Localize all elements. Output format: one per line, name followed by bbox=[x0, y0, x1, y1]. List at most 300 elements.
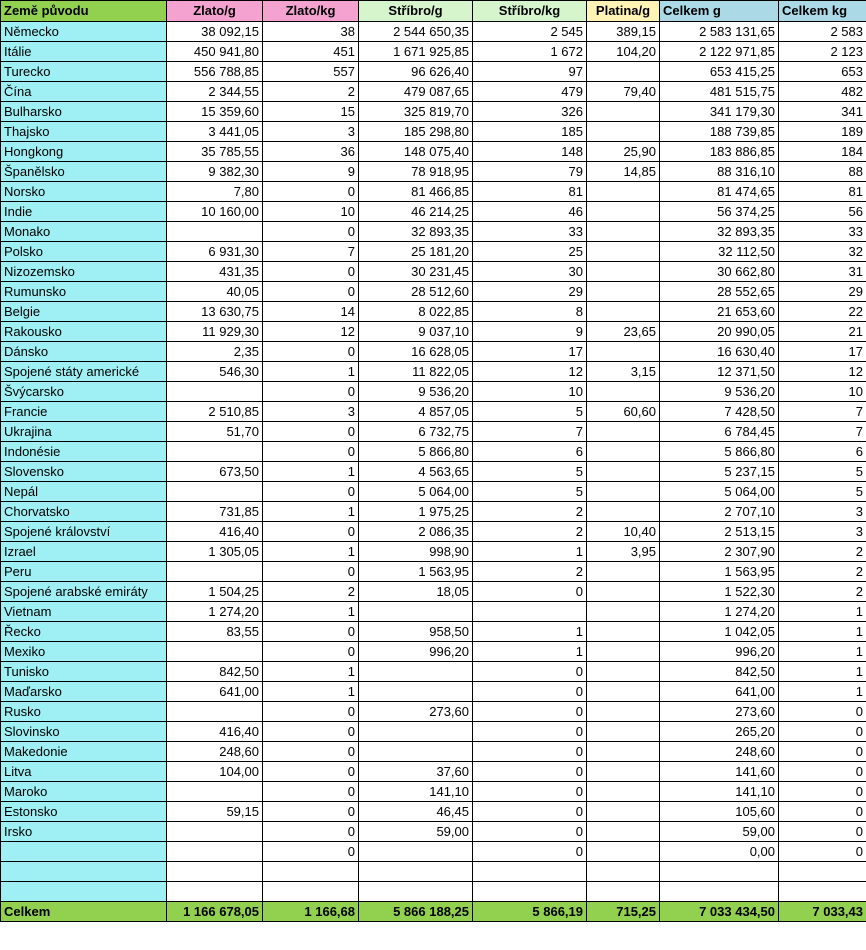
total-g-cell[interactable] bbox=[660, 862, 779, 882]
silver-kg-cell[interactable] bbox=[473, 862, 587, 882]
platinum-g-cell[interactable] bbox=[587, 462, 660, 482]
country-cell[interactable]: Mexiko bbox=[1, 642, 167, 662]
silver-g-cell[interactable]: 8 022,85 bbox=[359, 302, 473, 322]
platinum-g-cell[interactable] bbox=[587, 442, 660, 462]
gold-g-cell[interactable]: 556 788,85 bbox=[167, 62, 263, 82]
gold-kg-cell[interactable]: 2 bbox=[263, 582, 359, 602]
country-cell[interactable]: Turecko bbox=[1, 62, 167, 82]
gold-g-cell[interactable]: 51,70 bbox=[167, 422, 263, 442]
gold-g-cell[interactable] bbox=[167, 482, 263, 502]
silver-kg-cell[interactable] bbox=[473, 882, 587, 902]
total-kg-cell[interactable]: 7 bbox=[779, 422, 866, 442]
silver-kg-cell[interactable]: 6 bbox=[473, 442, 587, 462]
total-g-cell[interactable]: 2 307,90 bbox=[660, 542, 779, 562]
platinum-g-cell[interactable] bbox=[587, 622, 660, 642]
country-cell[interactable]: Maroko bbox=[1, 782, 167, 802]
total-g-cell[interactable]: 2 513,15 bbox=[660, 522, 779, 542]
total-g-cell[interactable]: 188 739,85 bbox=[660, 122, 779, 142]
silver-kg-cell[interactable]: 8 bbox=[473, 302, 587, 322]
total-silver-g[interactable]: 5 866 188,25 bbox=[359, 902, 473, 922]
gold-g-cell[interactable] bbox=[167, 822, 263, 842]
gold-g-cell[interactable] bbox=[167, 782, 263, 802]
silver-g-cell[interactable]: 37,60 bbox=[359, 762, 473, 782]
platinum-g-cell[interactable] bbox=[587, 842, 660, 862]
silver-kg-cell[interactable]: 25 bbox=[473, 242, 587, 262]
silver-g-cell[interactable] bbox=[359, 742, 473, 762]
country-cell[interactable]: Bulharsko bbox=[1, 102, 167, 122]
silver-kg-cell[interactable]: 33 bbox=[473, 222, 587, 242]
platinum-g-cell[interactable] bbox=[587, 742, 660, 762]
gold-g-cell[interactable] bbox=[167, 702, 263, 722]
country-cell[interactable]: Nizozemsko bbox=[1, 262, 167, 282]
total-kg-cell[interactable]: 653 bbox=[779, 62, 866, 82]
silver-kg-cell[interactable]: 0 bbox=[473, 842, 587, 862]
gold-g-cell[interactable]: 1 305,05 bbox=[167, 542, 263, 562]
total-kg-cell[interactable]: 12 bbox=[779, 362, 866, 382]
silver-kg-cell[interactable]: 1 bbox=[473, 622, 587, 642]
gold-kg-cell[interactable]: 557 bbox=[263, 62, 359, 82]
gold-kg-cell[interactable]: 0 bbox=[263, 222, 359, 242]
gold-kg-cell[interactable]: 1 bbox=[263, 682, 359, 702]
gold-kg-cell[interactable]: 0 bbox=[263, 622, 359, 642]
country-cell[interactable]: Maďarsko bbox=[1, 682, 167, 702]
total-g-cell[interactable]: 273,60 bbox=[660, 702, 779, 722]
total-kg-cell[interactable]: 0 bbox=[779, 742, 866, 762]
country-cell[interactable]: Spojené arabské emiráty bbox=[1, 582, 167, 602]
silver-kg-cell[interactable]: 326 bbox=[473, 102, 587, 122]
total-sum-kg[interactable]: 7 033,43 bbox=[779, 902, 866, 922]
platinum-g-cell[interactable] bbox=[587, 242, 660, 262]
silver-kg-cell[interactable]: 9 bbox=[473, 322, 587, 342]
total-g-cell[interactable]: 265,20 bbox=[660, 722, 779, 742]
country-cell[interactable]: Thajsko bbox=[1, 122, 167, 142]
silver-kg-cell[interactable]: 12 bbox=[473, 362, 587, 382]
platinum-g-cell[interactable] bbox=[587, 102, 660, 122]
platinum-g-cell[interactable] bbox=[587, 582, 660, 602]
silver-g-cell[interactable] bbox=[359, 662, 473, 682]
gold-g-cell[interactable]: 1 274,20 bbox=[167, 602, 263, 622]
gold-g-cell[interactable]: 38 092,15 bbox=[167, 22, 263, 42]
silver-g-cell[interactable]: 1 975,25 bbox=[359, 502, 473, 522]
platinum-g-cell[interactable] bbox=[587, 422, 660, 442]
total-kg-cell[interactable]: 5 bbox=[779, 462, 866, 482]
total-kg-cell[interactable]: 7 bbox=[779, 402, 866, 422]
total-g-cell[interactable]: 1 522,30 bbox=[660, 582, 779, 602]
total-kg-cell[interactable]: 88 bbox=[779, 162, 866, 182]
silver-g-cell[interactable] bbox=[359, 862, 473, 882]
platinum-g-cell[interactable] bbox=[587, 302, 660, 322]
total-g-cell[interactable]: 842,50 bbox=[660, 662, 779, 682]
platinum-g-cell[interactable] bbox=[587, 282, 660, 302]
silver-g-cell[interactable]: 6 732,75 bbox=[359, 422, 473, 442]
gold-kg-cell[interactable]: 0 bbox=[263, 642, 359, 662]
platinum-g-cell[interactable]: 14,85 bbox=[587, 162, 660, 182]
platinum-g-cell[interactable] bbox=[587, 342, 660, 362]
total-kg-cell[interactable]: 341 bbox=[779, 102, 866, 122]
gold-kg-cell[interactable]: 0 bbox=[263, 182, 359, 202]
total-kg-cell[interactable]: 184 bbox=[779, 142, 866, 162]
country-cell[interactable]: Izrael bbox=[1, 542, 167, 562]
silver-g-cell[interactable]: 9 536,20 bbox=[359, 382, 473, 402]
platinum-g-cell[interactable]: 79,40 bbox=[587, 82, 660, 102]
total-kg-cell[interactable]: 482 bbox=[779, 82, 866, 102]
gold-kg-cell[interactable]: 0 bbox=[263, 522, 359, 542]
total-g-cell[interactable]: 5 866,80 bbox=[660, 442, 779, 462]
platinum-g-cell[interactable] bbox=[587, 682, 660, 702]
gold-kg-cell[interactable]: 0 bbox=[263, 482, 359, 502]
total-kg-cell[interactable]: 1 bbox=[779, 662, 866, 682]
gold-kg-cell[interactable]: 451 bbox=[263, 42, 359, 62]
total-kg-cell[interactable]: 81 bbox=[779, 182, 866, 202]
silver-kg-cell[interactable]: 1 bbox=[473, 542, 587, 562]
gold-kg-cell[interactable]: 12 bbox=[263, 322, 359, 342]
gold-g-cell[interactable]: 673,50 bbox=[167, 462, 263, 482]
silver-kg-cell[interactable]: 30 bbox=[473, 262, 587, 282]
silver-kg-cell[interactable]: 17 bbox=[473, 342, 587, 362]
total-g-cell[interactable]: 341 179,30 bbox=[660, 102, 779, 122]
silver-kg-cell[interactable]: 0 bbox=[473, 802, 587, 822]
total-platinum-g[interactable]: 715,25 bbox=[587, 902, 660, 922]
silver-g-cell[interactable]: 185 298,80 bbox=[359, 122, 473, 142]
total-g-cell[interactable]: 2 583 131,65 bbox=[660, 22, 779, 42]
platinum-g-cell[interactable] bbox=[587, 662, 660, 682]
total-g-cell[interactable]: 30 662,80 bbox=[660, 262, 779, 282]
gold-kg-cell[interactable]: 15 bbox=[263, 102, 359, 122]
gold-kg-cell[interactable]: 0 bbox=[263, 742, 359, 762]
silver-kg-cell[interactable]: 0 bbox=[473, 742, 587, 762]
platinum-g-cell[interactable] bbox=[587, 562, 660, 582]
header-total-kg[interactable]: Celkem kg bbox=[779, 1, 866, 22]
silver-kg-cell[interactable]: 2 bbox=[473, 502, 587, 522]
silver-g-cell[interactable]: 46,45 bbox=[359, 802, 473, 822]
gold-kg-cell[interactable]: 0 bbox=[263, 282, 359, 302]
gold-kg-cell[interactable]: 0 bbox=[263, 262, 359, 282]
gold-g-cell[interactable]: 6 931,30 bbox=[167, 242, 263, 262]
header-platinum-g[interactable]: Platina/g bbox=[587, 1, 660, 22]
gold-g-cell[interactable] bbox=[167, 882, 263, 902]
gold-kg-cell[interactable]: 0 bbox=[263, 722, 359, 742]
platinum-g-cell[interactable] bbox=[587, 482, 660, 502]
total-kg-cell[interactable]: 2 bbox=[779, 582, 866, 602]
country-cell[interactable]: Litva bbox=[1, 762, 167, 782]
silver-g-cell[interactable]: 32 893,35 bbox=[359, 222, 473, 242]
silver-g-cell[interactable]: 30 231,45 bbox=[359, 262, 473, 282]
silver-kg-cell[interactable] bbox=[473, 602, 587, 622]
platinum-g-cell[interactable] bbox=[587, 182, 660, 202]
gold-g-cell[interactable] bbox=[167, 222, 263, 242]
silver-g-cell[interactable]: 141,10 bbox=[359, 782, 473, 802]
gold-g-cell[interactable]: 9 382,30 bbox=[167, 162, 263, 182]
total-g-cell[interactable]: 5 064,00 bbox=[660, 482, 779, 502]
country-cell[interactable]: Chorvatsko bbox=[1, 502, 167, 522]
silver-g-cell[interactable]: 5 866,80 bbox=[359, 442, 473, 462]
gold-kg-cell[interactable]: 1 bbox=[263, 502, 359, 522]
gold-kg-cell[interactable]: 3 bbox=[263, 402, 359, 422]
gold-kg-cell[interactable]: 0 bbox=[263, 562, 359, 582]
header-silver-kg[interactable]: Stříbro/kg bbox=[473, 1, 587, 22]
gold-g-cell[interactable]: 416,40 bbox=[167, 722, 263, 742]
silver-g-cell[interactable]: 5 064,00 bbox=[359, 482, 473, 502]
total-sum-g[interactable]: 7 033 434,50 bbox=[660, 902, 779, 922]
gold-kg-cell[interactable]: 2 bbox=[263, 82, 359, 102]
total-kg-cell[interactable]: 29 bbox=[779, 282, 866, 302]
gold-kg-cell[interactable]: 14 bbox=[263, 302, 359, 322]
country-cell[interactable]: Irsko bbox=[1, 822, 167, 842]
silver-g-cell[interactable] bbox=[359, 842, 473, 862]
silver-g-cell[interactable] bbox=[359, 882, 473, 902]
silver-g-cell[interactable]: 18,05 bbox=[359, 582, 473, 602]
gold-kg-cell[interactable] bbox=[263, 882, 359, 902]
total-kg-cell[interactable]: 1 bbox=[779, 642, 866, 662]
country-cell[interactable]: Indie bbox=[1, 202, 167, 222]
total-g-cell[interactable]: 28 552,65 bbox=[660, 282, 779, 302]
total-g-cell[interactable]: 996,20 bbox=[660, 642, 779, 662]
silver-kg-cell[interactable]: 79 bbox=[473, 162, 587, 182]
platinum-g-cell[interactable] bbox=[587, 782, 660, 802]
silver-g-cell[interactable]: 11 822,05 bbox=[359, 362, 473, 382]
gold-g-cell[interactable]: 546,30 bbox=[167, 362, 263, 382]
silver-g-cell[interactable]: 2 086,35 bbox=[359, 522, 473, 542]
gold-kg-cell[interactable]: 0 bbox=[263, 442, 359, 462]
gold-g-cell[interactable]: 2 510,85 bbox=[167, 402, 263, 422]
platinum-g-cell[interactable] bbox=[587, 642, 660, 662]
silver-g-cell[interactable]: 273,60 bbox=[359, 702, 473, 722]
platinum-g-cell[interactable] bbox=[587, 382, 660, 402]
gold-kg-cell[interactable]: 0 bbox=[263, 702, 359, 722]
gold-kg-cell[interactable]: 1 bbox=[263, 662, 359, 682]
platinum-g-cell[interactable]: 389,15 bbox=[587, 22, 660, 42]
gold-g-cell[interactable] bbox=[167, 442, 263, 462]
total-kg-cell[interactable]: 1 bbox=[779, 602, 866, 622]
gold-kg-cell[interactable]: 0 bbox=[263, 802, 359, 822]
gold-g-cell[interactable]: 1 504,25 bbox=[167, 582, 263, 602]
total-g-cell[interactable]: 481 515,75 bbox=[660, 82, 779, 102]
header-gold-g[interactable]: Zlato/g bbox=[167, 1, 263, 22]
gold-kg-cell[interactable]: 0 bbox=[263, 822, 359, 842]
platinum-g-cell[interactable]: 25,90 bbox=[587, 142, 660, 162]
silver-kg-cell[interactable]: 0 bbox=[473, 762, 587, 782]
total-kg-cell[interactable]: 0 bbox=[779, 782, 866, 802]
total-gold-g[interactable]: 1 166 678,05 bbox=[167, 902, 263, 922]
silver-kg-cell[interactable]: 185 bbox=[473, 122, 587, 142]
country-cell[interactable]: Rakousko bbox=[1, 322, 167, 342]
country-cell[interactable]: Ukrajina bbox=[1, 422, 167, 442]
gold-kg-cell[interactable]: 9 bbox=[263, 162, 359, 182]
total-g-cell[interactable]: 20 990,05 bbox=[660, 322, 779, 342]
country-cell[interactable]: Slovinsko bbox=[1, 722, 167, 742]
gold-g-cell[interactable]: 15 359,60 bbox=[167, 102, 263, 122]
silver-g-cell[interactable]: 998,90 bbox=[359, 542, 473, 562]
platinum-g-cell[interactable] bbox=[587, 702, 660, 722]
gold-g-cell[interactable]: 2,35 bbox=[167, 342, 263, 362]
total-g-cell[interactable]: 141,10 bbox=[660, 782, 779, 802]
platinum-g-cell[interactable] bbox=[587, 122, 660, 142]
country-cell[interactable]: Německo bbox=[1, 22, 167, 42]
gold-g-cell[interactable]: 431,35 bbox=[167, 262, 263, 282]
total-g-cell[interactable]: 21 653,60 bbox=[660, 302, 779, 322]
silver-kg-cell[interactable]: 2 bbox=[473, 562, 587, 582]
gold-kg-cell[interactable]: 36 bbox=[263, 142, 359, 162]
gold-g-cell[interactable]: 11 929,30 bbox=[167, 322, 263, 342]
gold-g-cell[interactable]: 13 630,75 bbox=[167, 302, 263, 322]
country-cell[interactable]: Tunisko bbox=[1, 662, 167, 682]
platinum-g-cell[interactable]: 104,20 bbox=[587, 42, 660, 62]
silver-kg-cell[interactable]: 29 bbox=[473, 282, 587, 302]
platinum-g-cell[interactable]: 23,65 bbox=[587, 322, 660, 342]
gold-kg-cell[interactable]: 0 bbox=[263, 762, 359, 782]
platinum-g-cell[interactable] bbox=[587, 762, 660, 782]
gold-kg-cell[interactable]: 0 bbox=[263, 422, 359, 442]
platinum-g-cell[interactable]: 60,60 bbox=[587, 402, 660, 422]
gold-g-cell[interactable]: 10 160,00 bbox=[167, 202, 263, 222]
total-label[interactable]: Celkem bbox=[1, 902, 167, 922]
gold-g-cell[interactable]: 83,55 bbox=[167, 622, 263, 642]
total-kg-cell[interactable]: 0 bbox=[779, 762, 866, 782]
gold-kg-cell[interactable]: 1 bbox=[263, 362, 359, 382]
total-kg-cell[interactable]: 0 bbox=[779, 842, 866, 862]
total-g-cell[interactable]: 2 122 971,85 bbox=[660, 42, 779, 62]
total-kg-cell[interactable]: 17 bbox=[779, 342, 866, 362]
platinum-g-cell[interactable] bbox=[587, 822, 660, 842]
gold-kg-cell[interactable]: 7 bbox=[263, 242, 359, 262]
country-cell[interactable]: Estonsko bbox=[1, 802, 167, 822]
silver-kg-cell[interactable]: 0 bbox=[473, 822, 587, 842]
country-cell[interactable]: Spojené království bbox=[1, 522, 167, 542]
total-kg-cell[interactable]: 5 bbox=[779, 482, 866, 502]
total-kg-cell[interactable]: 189 bbox=[779, 122, 866, 142]
total-gold-kg[interactable]: 1 166,68 bbox=[263, 902, 359, 922]
platinum-g-cell[interactable] bbox=[587, 882, 660, 902]
silver-kg-cell[interactable]: 2 bbox=[473, 522, 587, 542]
silver-kg-cell[interactable]: 148 bbox=[473, 142, 587, 162]
silver-g-cell[interactable]: 325 819,70 bbox=[359, 102, 473, 122]
gold-kg-cell[interactable]: 1 bbox=[263, 602, 359, 622]
gold-kg-cell[interactable]: 1 bbox=[263, 462, 359, 482]
silver-kg-cell[interactable]: 0 bbox=[473, 722, 587, 742]
silver-g-cell[interactable]: 81 466,85 bbox=[359, 182, 473, 202]
platinum-g-cell[interactable] bbox=[587, 862, 660, 882]
platinum-g-cell[interactable] bbox=[587, 502, 660, 522]
silver-g-cell[interactable]: 25 181,20 bbox=[359, 242, 473, 262]
gold-g-cell[interactable]: 641,00 bbox=[167, 682, 263, 702]
total-g-cell[interactable]: 56 374,25 bbox=[660, 202, 779, 222]
gold-g-cell[interactable]: 2 344,55 bbox=[167, 82, 263, 102]
gold-g-cell[interactable] bbox=[167, 562, 263, 582]
country-cell[interactable]: Vietnam bbox=[1, 602, 167, 622]
total-g-cell[interactable]: 141,60 bbox=[660, 762, 779, 782]
silver-g-cell[interactable]: 16 628,05 bbox=[359, 342, 473, 362]
gold-kg-cell[interactable]: 3 bbox=[263, 122, 359, 142]
total-g-cell[interactable]: 248,60 bbox=[660, 742, 779, 762]
total-g-cell[interactable]: 1 274,20 bbox=[660, 602, 779, 622]
platinum-g-cell[interactable] bbox=[587, 202, 660, 222]
total-g-cell[interactable]: 6 784,45 bbox=[660, 422, 779, 442]
country-cell[interactable]: Řecko bbox=[1, 622, 167, 642]
country-cell[interactable]: Polsko bbox=[1, 242, 167, 262]
country-cell[interactable]: Španělsko bbox=[1, 162, 167, 182]
gold-g-cell[interactable]: 40,05 bbox=[167, 282, 263, 302]
silver-g-cell[interactable]: 958,50 bbox=[359, 622, 473, 642]
header-total-g[interactable]: Celkem g bbox=[660, 1, 779, 22]
silver-kg-cell[interactable]: 7 bbox=[473, 422, 587, 442]
total-kg-cell[interactable]: 10 bbox=[779, 382, 866, 402]
silver-kg-cell[interactable]: 1 672 bbox=[473, 42, 587, 62]
total-g-cell[interactable]: 32 893,35 bbox=[660, 222, 779, 242]
total-kg-cell[interactable]: 6 bbox=[779, 442, 866, 462]
country-cell[interactable] bbox=[1, 842, 167, 862]
country-cell[interactable]: Švýcarsko bbox=[1, 382, 167, 402]
total-g-cell[interactable]: 105,60 bbox=[660, 802, 779, 822]
total-kg-cell[interactable]: 21 bbox=[779, 322, 866, 342]
total-kg-cell[interactable]: 56 bbox=[779, 202, 866, 222]
total-g-cell[interactable]: 12 371,50 bbox=[660, 362, 779, 382]
silver-kg-cell[interactable]: 479 bbox=[473, 82, 587, 102]
silver-g-cell[interactable]: 4 857,05 bbox=[359, 402, 473, 422]
gold-g-cell[interactable]: 248,60 bbox=[167, 742, 263, 762]
silver-g-cell[interactable]: 9 037,10 bbox=[359, 322, 473, 342]
silver-g-cell[interactable]: 1 671 925,85 bbox=[359, 42, 473, 62]
silver-kg-cell[interactable]: 10 bbox=[473, 382, 587, 402]
gold-g-cell[interactable]: 450 941,80 bbox=[167, 42, 263, 62]
country-cell[interactable]: Dánsko bbox=[1, 342, 167, 362]
total-kg-cell[interactable]: 0 bbox=[779, 702, 866, 722]
total-g-cell[interactable]: 0,00 bbox=[660, 842, 779, 862]
country-cell[interactable]: Hongkong bbox=[1, 142, 167, 162]
header-silver-g[interactable]: Stříbro/g bbox=[359, 1, 473, 22]
gold-g-cell[interactable] bbox=[167, 862, 263, 882]
country-cell[interactable]: Makedonie bbox=[1, 742, 167, 762]
gold-kg-cell[interactable]: 0 bbox=[263, 342, 359, 362]
total-g-cell[interactable]: 7 428,50 bbox=[660, 402, 779, 422]
total-kg-cell[interactable]: 32 bbox=[779, 242, 866, 262]
platinum-g-cell[interactable] bbox=[587, 222, 660, 242]
gold-kg-cell[interactable]: 38 bbox=[263, 22, 359, 42]
gold-g-cell[interactable]: 104,00 bbox=[167, 762, 263, 782]
total-g-cell[interactable]: 1 042,05 bbox=[660, 622, 779, 642]
silver-kg-cell[interactable]: 0 bbox=[473, 662, 587, 682]
platinum-g-cell[interactable] bbox=[587, 802, 660, 822]
platinum-g-cell[interactable] bbox=[587, 722, 660, 742]
country-cell[interactable]: Indonésie bbox=[1, 442, 167, 462]
total-kg-cell[interactable]: 3 bbox=[779, 502, 866, 522]
silver-g-cell[interactable] bbox=[359, 682, 473, 702]
silver-kg-cell[interactable]: 5 bbox=[473, 482, 587, 502]
total-g-cell[interactable]: 59,00 bbox=[660, 822, 779, 842]
country-cell[interactable] bbox=[1, 882, 167, 902]
country-cell[interactable]: Rumunsko bbox=[1, 282, 167, 302]
country-cell[interactable] bbox=[1, 862, 167, 882]
total-kg-cell[interactable]: 0 bbox=[779, 822, 866, 842]
gold-g-cell[interactable] bbox=[167, 382, 263, 402]
gold-kg-cell[interactable] bbox=[263, 862, 359, 882]
silver-kg-cell[interactable]: 0 bbox=[473, 582, 587, 602]
total-kg-cell[interactable]: 0 bbox=[779, 802, 866, 822]
country-cell[interactable]: Rusko bbox=[1, 702, 167, 722]
total-kg-cell[interactable]: 2 583 bbox=[779, 22, 866, 42]
silver-kg-cell[interactable]: 5 bbox=[473, 462, 587, 482]
total-kg-cell[interactable]: 2 bbox=[779, 562, 866, 582]
country-cell[interactable]: Norsko bbox=[1, 182, 167, 202]
total-silver-kg[interactable]: 5 866,19 bbox=[473, 902, 587, 922]
silver-kg-cell[interactable]: 0 bbox=[473, 782, 587, 802]
gold-g-cell[interactable]: 7,80 bbox=[167, 182, 263, 202]
country-cell[interactable]: Slovensko bbox=[1, 462, 167, 482]
header-gold-kg[interactable]: Zlato/kg bbox=[263, 1, 359, 22]
platinum-g-cell[interactable]: 3,15 bbox=[587, 362, 660, 382]
silver-kg-cell[interactable]: 46 bbox=[473, 202, 587, 222]
silver-g-cell[interactable]: 46 214,25 bbox=[359, 202, 473, 222]
total-g-cell[interactable]: 16 630,40 bbox=[660, 342, 779, 362]
